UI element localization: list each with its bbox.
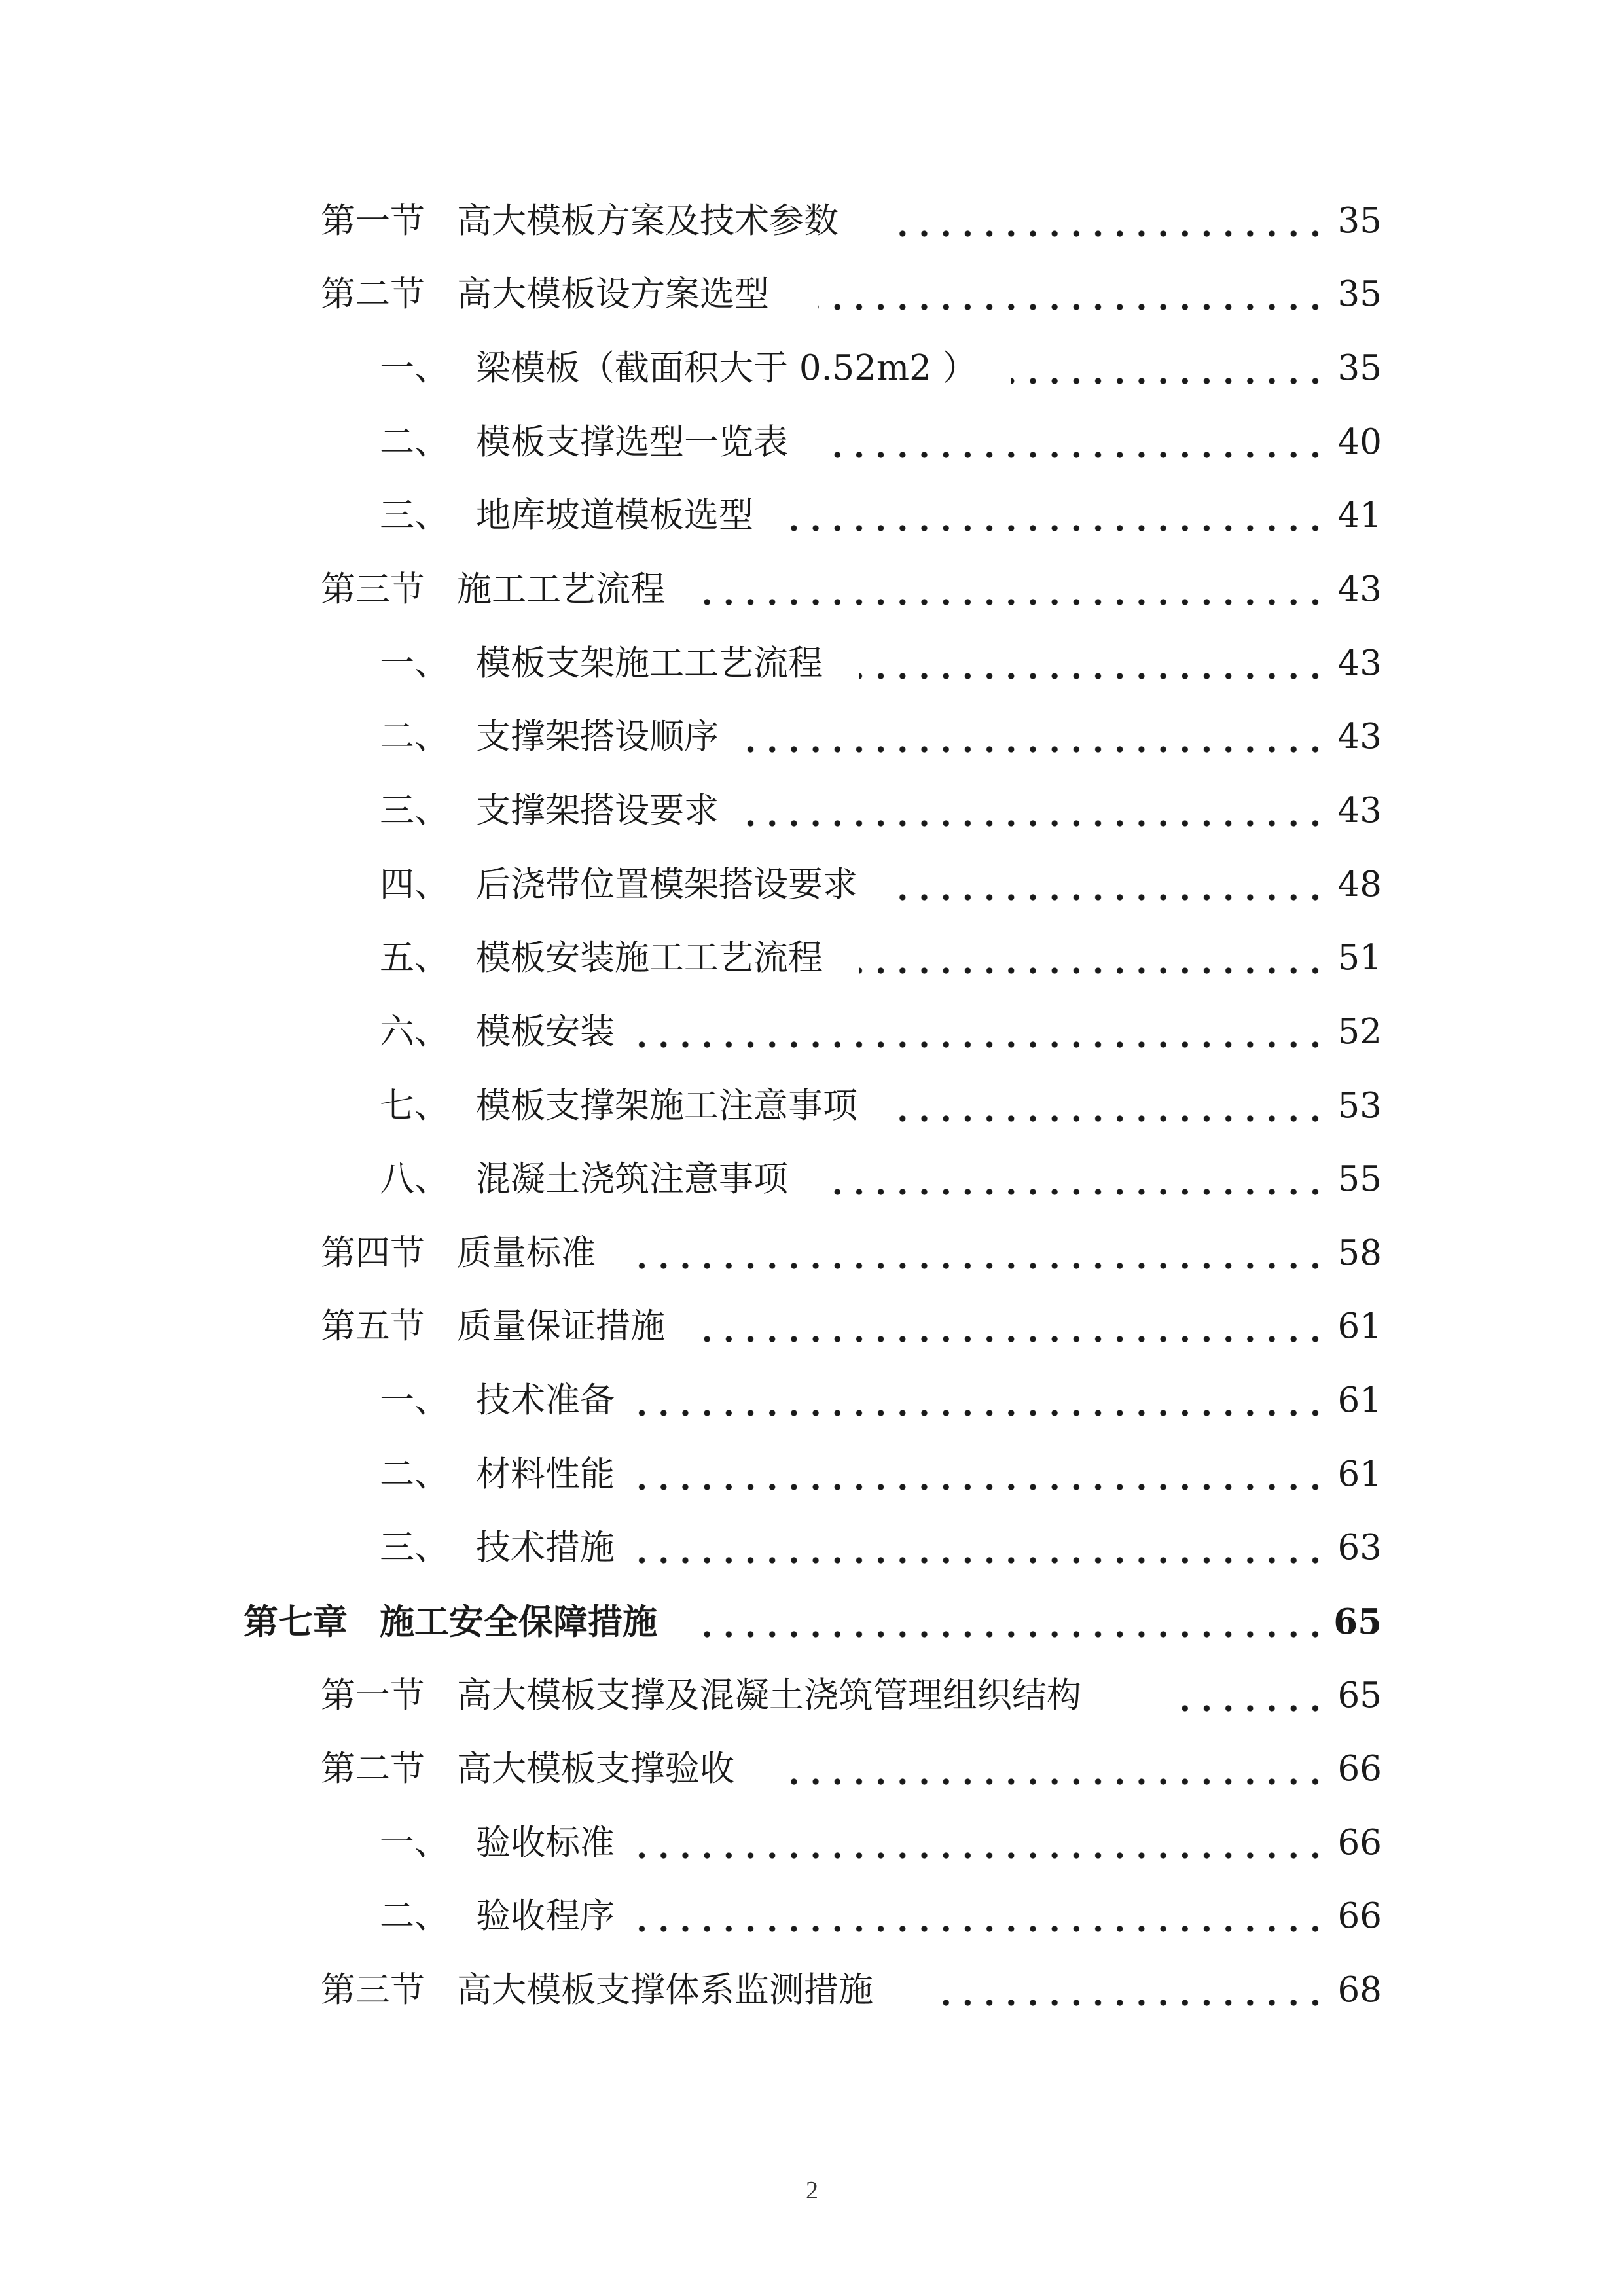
toc-entry[interactable] (0, 1294, 1624, 1359)
toc-entry-number: 一、 (380, 1380, 449, 1420)
dot-leader (627, 1515, 1326, 1581)
toc-entry-page: 35 (1337, 348, 1382, 388)
toc-chapter-entry[interactable] (0, 1589, 1624, 1655)
dot-leader (627, 1810, 1326, 1876)
page-number: 2 (806, 2177, 818, 2204)
toc-entry-number: 第七章 (244, 1602, 348, 1642)
toc-entry[interactable] (0, 483, 1624, 548)
toc-entry-number: 四、 (380, 865, 449, 905)
toc-entry[interactable] (0, 410, 1624, 475)
toc-entry-title: 施工工艺流程 (457, 569, 665, 609)
toc-entry-number: 第五节 (321, 1306, 425, 1346)
toc-entry-title: 混凝土浇筑注意事项 (476, 1159, 788, 1199)
toc-entry-title: 模板安装施工工艺流程 (476, 938, 823, 978)
toc-entry-number: 第一节 (321, 201, 425, 241)
toc-entry-title: 模板支架施工工艺流程 (476, 643, 823, 683)
toc-entry-title: 梁模板（截面积大于 0.52m2 ） (476, 348, 977, 388)
toc-entry-number: 一、 (380, 1823, 449, 1863)
toc-entry[interactable] (0, 1736, 1624, 1802)
toc-entry[interactable] (0, 1368, 1624, 1433)
toc-entry-number: 五、 (380, 938, 449, 978)
toc-entry-page: 43 (1337, 569, 1382, 609)
toc-entry-number: 二、 (380, 717, 449, 757)
toc-entry-number: 二、 (380, 1454, 449, 1494)
toc-entry-number: 第三节 (321, 1970, 425, 2010)
dot-leader (702, 1294, 1326, 1359)
toc-entry-number: 三、 (380, 791, 449, 831)
toc-entry[interactable] (0, 1810, 1624, 1876)
toc-entry-title: 模板支撑选型一览表 (476, 422, 788, 462)
toc-entry-page: 61 (1337, 1306, 1382, 1346)
toc-entry-page: 43 (1337, 791, 1382, 831)
toc-entry[interactable] (0, 1073, 1624, 1139)
toc-entry-number: 七、 (380, 1086, 449, 1126)
dot-leader (859, 631, 1326, 696)
toc-entry-page: 43 (1337, 717, 1382, 757)
toc-entry-title: 模板支撑架施工注意事项 (476, 1086, 857, 1126)
dot-leader (743, 778, 1326, 844)
dot-leader (743, 704, 1326, 770)
toc-entry-number: 三、 (380, 1528, 449, 1568)
dot-leader (780, 1736, 1326, 1802)
toc-entry-title: 高大模板支撑验收 (457, 1749, 734, 1789)
toc-entry-page: 66 (1337, 1823, 1382, 1863)
toc-entry-page: 63 (1337, 1528, 1382, 1568)
dot-leader (820, 410, 1326, 475)
toc-entry-number: 二、 (380, 422, 449, 462)
toc-entry-page: 65 (1337, 1676, 1382, 1715)
toc-entry-page: 35 (1337, 274, 1382, 314)
toc-entry-title: 支撑架搭设要求 (476, 791, 719, 831)
toc-entry-page: 58 (1337, 1233, 1382, 1273)
toc-entry-title: 模板安装 (476, 1012, 615, 1052)
dot-leader (897, 852, 1326, 918)
toc-entry-number: 一、 (380, 348, 449, 388)
toc-entry-page: 40 (1337, 422, 1382, 462)
dot-leader (781, 483, 1326, 548)
toc-entry-page: 66 (1337, 1896, 1382, 1936)
toc-entry-page: 35 (1337, 201, 1382, 241)
toc-entry[interactable] (0, 1147, 1624, 1212)
toc-entry[interactable] (0, 1221, 1624, 1286)
dot-leader (702, 557, 1326, 622)
toc-entry-number: 一、 (380, 643, 449, 683)
toc-entry-title: 高大模板方案及技术参数 (457, 201, 839, 241)
toc-entry[interactable] (0, 262, 1624, 327)
dot-leader (897, 1073, 1326, 1139)
toc-entry-title: 高大模板支撑体系监测措施 (457, 1970, 873, 2010)
dot-leader (818, 262, 1326, 327)
toc-entry-title: 材料性能 (476, 1454, 615, 1494)
toc-entry-page: 68 (1337, 1970, 1382, 2010)
dot-leader (895, 188, 1326, 254)
toc-entry-page: 61 (1337, 1454, 1382, 1494)
toc-entry[interactable] (0, 999, 1624, 1065)
toc-entry-number: 第二节 (321, 1749, 425, 1789)
toc-entry-title: 技术措施 (476, 1528, 615, 1568)
toc-entry[interactable] (0, 778, 1624, 844)
toc-entry-page: 51 (1337, 938, 1382, 978)
toc-entry-page: 53 (1337, 1086, 1382, 1126)
toc-entry-page: 52 (1337, 1012, 1382, 1052)
toc-entry-title: 高大模板支撑及混凝土浇筑管理组织结构 (457, 1676, 1081, 1715)
toc-entry-number: 三、 (380, 495, 449, 535)
toc-entry-title: 技术准备 (476, 1380, 615, 1420)
dot-leader (627, 999, 1326, 1065)
toc-entry[interactable] (0, 1663, 1624, 1729)
toc-entry-page: 55 (1337, 1159, 1382, 1199)
dot-leader (627, 1884, 1326, 1949)
toc-entry[interactable] (0, 557, 1624, 622)
toc-entry-title: 验收标准 (476, 1823, 615, 1863)
toc-entry-title: 施工安全保障措施 (380, 1602, 657, 1642)
toc-entry-page: 48 (1337, 865, 1382, 905)
toc-entry-title: 质量保证措施 (457, 1306, 665, 1346)
dot-leader (859, 925, 1326, 991)
toc-entry[interactable] (0, 1515, 1624, 1581)
toc-entry-title: 验收程序 (476, 1896, 615, 1936)
dot-leader (626, 1221, 1326, 1286)
toc-entry-number: 八、 (380, 1159, 449, 1199)
toc-entry[interactable] (0, 1958, 1624, 2023)
toc-entry[interactable] (0, 1884, 1624, 1949)
toc-entry-number: 第三节 (321, 569, 425, 609)
toc-entry[interactable] (0, 188, 1624, 254)
toc-entry-page: 61 (1337, 1380, 1382, 1420)
toc-entry-title: 后浇带位置模架搭设要求 (476, 865, 857, 905)
dot-leader (1166, 1663, 1326, 1729)
toc-entry-number: 六、 (380, 1012, 449, 1052)
dot-leader (704, 1589, 1326, 1655)
toc-entry-page: 43 (1337, 643, 1382, 683)
toc-entry[interactable] (0, 1442, 1624, 1507)
toc-entry-number: 第一节 (321, 1676, 425, 1715)
toc-entry[interactable] (0, 852, 1624, 918)
toc-entry-title: 高大模板设方案选型 (457, 274, 769, 314)
toc-entry-page: 66 (1337, 1749, 1382, 1789)
toc-entry-number: 第四节 (321, 1233, 425, 1273)
toc-entry-title: 支撑架搭设顺序 (476, 717, 719, 757)
toc-entry[interactable] (0, 925, 1624, 991)
toc-entry[interactable] (0, 704, 1624, 770)
toc-entry-page: 65 (1333, 1602, 1382, 1642)
dot-leader (627, 1442, 1326, 1507)
dot-leader (934, 1958, 1326, 2023)
toc-entry-title: 地库坡道模板选型 (476, 495, 753, 535)
toc-entry-title: 质量标准 (457, 1233, 596, 1273)
toc-entry[interactable] (0, 336, 1624, 401)
toc-entry-page: 41 (1337, 495, 1382, 535)
toc-entry-number: 第二节 (321, 274, 425, 314)
dot-leader (820, 1147, 1326, 1212)
dot-leader (1011, 336, 1326, 401)
toc-entry[interactable] (0, 631, 1624, 696)
toc-entry-number: 二、 (380, 1896, 449, 1936)
dot-leader (627, 1368, 1326, 1433)
